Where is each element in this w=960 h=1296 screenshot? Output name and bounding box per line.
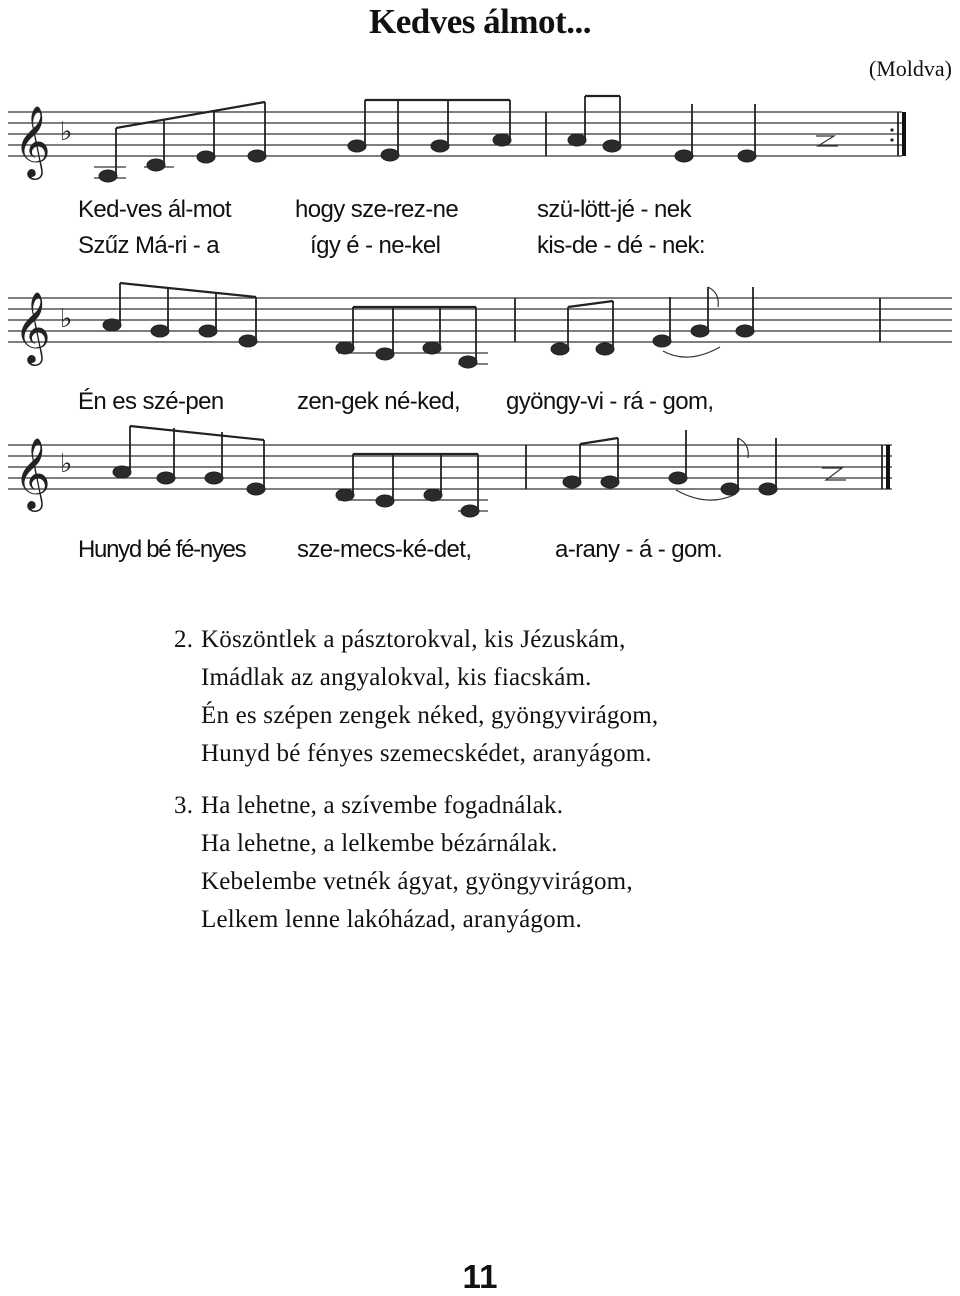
verse-3 — [0, 792, 960, 942]
lyric-line-4b: sze-mecs-ké-det, — [297, 536, 472, 563]
music-staff-1 — [8, 100, 952, 190]
lyric-line-1c: szü-lött-jé - nek — [537, 196, 691, 223]
flat-key-signature-icon: ♭ — [60, 304, 73, 334]
verse-line: Ha lehetne, a szívembe fogadnálak. — [201, 792, 564, 819]
treble-clef-icon: 𝄞 — [14, 104, 51, 177]
treble-clef-icon: 𝄞 — [14, 290, 51, 363]
song-title: Kedves álmot... — [369, 2, 591, 41]
verse-line: Imádlak az angyalokval, kis fiacskám. — [201, 664, 592, 691]
notes — [103, 283, 880, 368]
flat-key-signature-icon: ♭ — [60, 117, 73, 147]
staff-lines — [8, 298, 952, 342]
staff-lines — [8, 445, 892, 489]
music-staff-3 — [8, 420, 952, 530]
verse-line: Lelkem lenne lakóházad, aranyágom. — [201, 906, 582, 933]
staff-lines — [8, 112, 902, 156]
lyric-line-3a: Én es szé-pen — [78, 388, 224, 415]
notes — [113, 426, 888, 517]
lyric-line-4a: Hunyd bé fé-nyes — [78, 536, 246, 563]
lyric-line-1a: Ked-ves ál-mot — [78, 196, 231, 223]
verse-line: Köszöntlek a pásztorokval, kis Jézuskám, — [201, 626, 626, 653]
region-label: (Moldva) — [868, 56, 952, 81]
verse-line: Én es szépen zengek néked, gyöngyvirágom, — [201, 702, 659, 729]
lyric-line-1b: hogy sze-rez-ne — [295, 196, 459, 223]
verse-2 — [0, 626, 960, 776]
lyric-line-3c: gyöngy-vi - rá - gom, — [506, 388, 714, 415]
lyric-line-3b: zen-gek né-ked, — [297, 388, 461, 415]
notes — [94, 96, 904, 182]
verse-number: 3. — [174, 792, 194, 819]
verse-line: Ha lehetne, a lelkembe bézárnálak. — [201, 830, 558, 857]
treble-clef-icon: 𝄞 — [14, 436, 51, 509]
verse-number: 2. — [174, 626, 194, 653]
lyric-line-4c: a-rany - á - gom. — [555, 536, 723, 563]
verse-line: Kebelembe vetnék ágyat, gyöngyvirágom, — [201, 868, 633, 895]
verse-line: Hunyd bé fényes szemecskédet, aranyágom. — [201, 740, 652, 767]
lyric-line-2b: így é - ne-kel — [310, 232, 441, 259]
lyric-line-2c: kis-de - dé - nek: — [537, 232, 705, 259]
flat-key-signature-icon: ♭ — [60, 449, 73, 479]
music-staff-2 — [8, 285, 952, 375]
page-number: 11 — [462, 1258, 498, 1295]
lyric-line-2a: Szűz Má-ri - a — [78, 232, 219, 259]
